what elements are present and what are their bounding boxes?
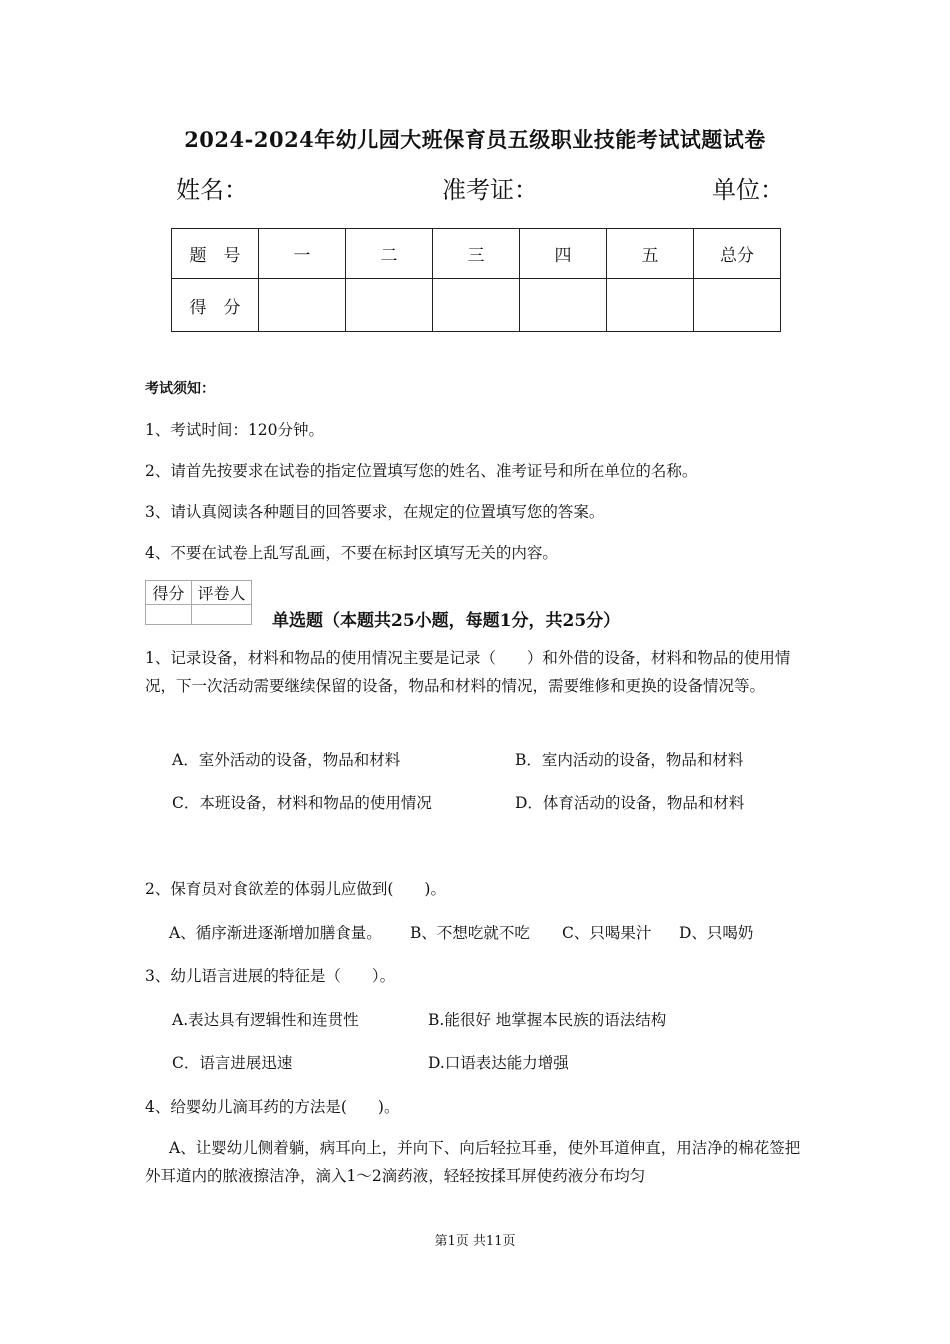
name-label: 姓名： bbox=[176, 176, 248, 204]
column-one: 一 bbox=[259, 229, 346, 279]
question-1-option-b[interactable]: B．室内活动的设备，物品和材料 bbox=[515, 751, 744, 769]
question-4-option-a[interactable]: A、让婴幼儿侧着躺，病耳向上，并向下、向后轻拉耳垂，使外耳道伸直，用洁净的棉花签把外耳道内的脓液擦洁净，滴入1～2滴药液，轻轻按揉耳屏使药液分布均匀 bbox=[145, 1139, 801, 1185]
question-1-option-d[interactable]: D．体育活动的设备，物品和材料 bbox=[515, 794, 745, 812]
column-total: 总分 bbox=[694, 229, 781, 279]
notice-item: 2、请首先按要求在试卷的指定位置填写您的姓名、准考证号和所在单位的名称。 bbox=[145, 462, 698, 480]
score-table-header-row bbox=[172, 229, 781, 279]
section-title: 单选题（本题共25小题，每题1分，共25分） bbox=[272, 611, 621, 631]
question-3-option-c[interactable]: C．语言进展迅速 bbox=[172, 1054, 293, 1072]
score-cell[interactable] bbox=[520, 279, 607, 332]
score-cell[interactable] bbox=[433, 279, 520, 332]
page-footer: 第1页 共11页 bbox=[434, 1234, 516, 1249]
column-three: 三 bbox=[433, 229, 520, 279]
question-2-option-b[interactable]: B、不想吃就不吃 bbox=[410, 924, 530, 942]
unit-label: 单位： bbox=[712, 176, 784, 204]
grader-reviewer-cell[interactable] bbox=[192, 605, 252, 625]
row-label-question-number: 题 号 bbox=[172, 229, 259, 279]
column-two: 二 bbox=[346, 229, 433, 279]
question-3-option-a[interactable]: A.表达具有逻辑性和连贯性 bbox=[172, 1011, 359, 1029]
column-five: 五 bbox=[607, 229, 694, 279]
grader-score-cell[interactable] bbox=[146, 605, 192, 625]
grader-score-label: 得分 bbox=[146, 581, 192, 605]
question-1-option-a[interactable]: A．室外活动的设备，物品和材料 bbox=[172, 751, 401, 769]
column-four: 四 bbox=[520, 229, 607, 279]
score-cell[interactable] bbox=[346, 279, 433, 332]
notice-item: 3、请认真阅读各种题目的回答要求，在规定的位置填写您的答案。 bbox=[145, 503, 605, 521]
row-label-score: 得 分 bbox=[172, 279, 259, 332]
question-2-stem: 2、保育员对食欲差的体弱儿应做到( )。 bbox=[145, 880, 446, 898]
score-cell[interactable] bbox=[259, 279, 346, 332]
question-3-stem: 3、幼儿语言进展的特征是（ ）。 bbox=[145, 967, 396, 985]
exam-id-label: 准考证： bbox=[442, 176, 538, 204]
grader-box bbox=[145, 580, 252, 625]
notice-heading: 考试须知： bbox=[145, 381, 215, 397]
score-table-score-row bbox=[172, 279, 781, 332]
question-3-option-b[interactable]: B.能很好 地掌握本民族的语法结构 bbox=[428, 1011, 667, 1029]
exam-title: 2024-2024年幼儿园大班保育员五级职业技能考试试题试卷 bbox=[184, 127, 766, 152]
score-cell[interactable] bbox=[694, 279, 781, 332]
question-4-stem: 4、给婴幼儿滴耳药的方法是( )。 bbox=[145, 1098, 400, 1116]
notice-item: 1、考试时间：120分钟。 bbox=[145, 421, 324, 439]
question-2-option-c[interactable]: C、只喝果汁 bbox=[562, 924, 652, 942]
question-1-stem: 1、记录设备，材料和物品的使用情况主要是记录（ ）和外借的设备，材料和物品的使用情况，下一次活动需要继续保留的设备，物品和材料的情况，需要维修和更换的设备情况等。 bbox=[145, 649, 791, 695]
question-1-option-c[interactable]: C．本班设备，材料和物品的使用情况 bbox=[172, 794, 432, 812]
question-2-option-a[interactable]: A、循序渐进逐渐增加膳食量。 bbox=[169, 924, 382, 942]
question-2-option-d[interactable]: D、只喝奶 bbox=[679, 924, 754, 942]
score-table bbox=[171, 228, 781, 332]
question-3-option-d[interactable]: D.口语表达能力增强 bbox=[428, 1054, 569, 1072]
notice-item: 4、不要在试卷上乱写乱画，不要在标封区填写无关的内容。 bbox=[145, 544, 558, 562]
grader-reviewer-label: 评卷人 bbox=[192, 581, 252, 605]
score-cell[interactable] bbox=[607, 279, 694, 332]
